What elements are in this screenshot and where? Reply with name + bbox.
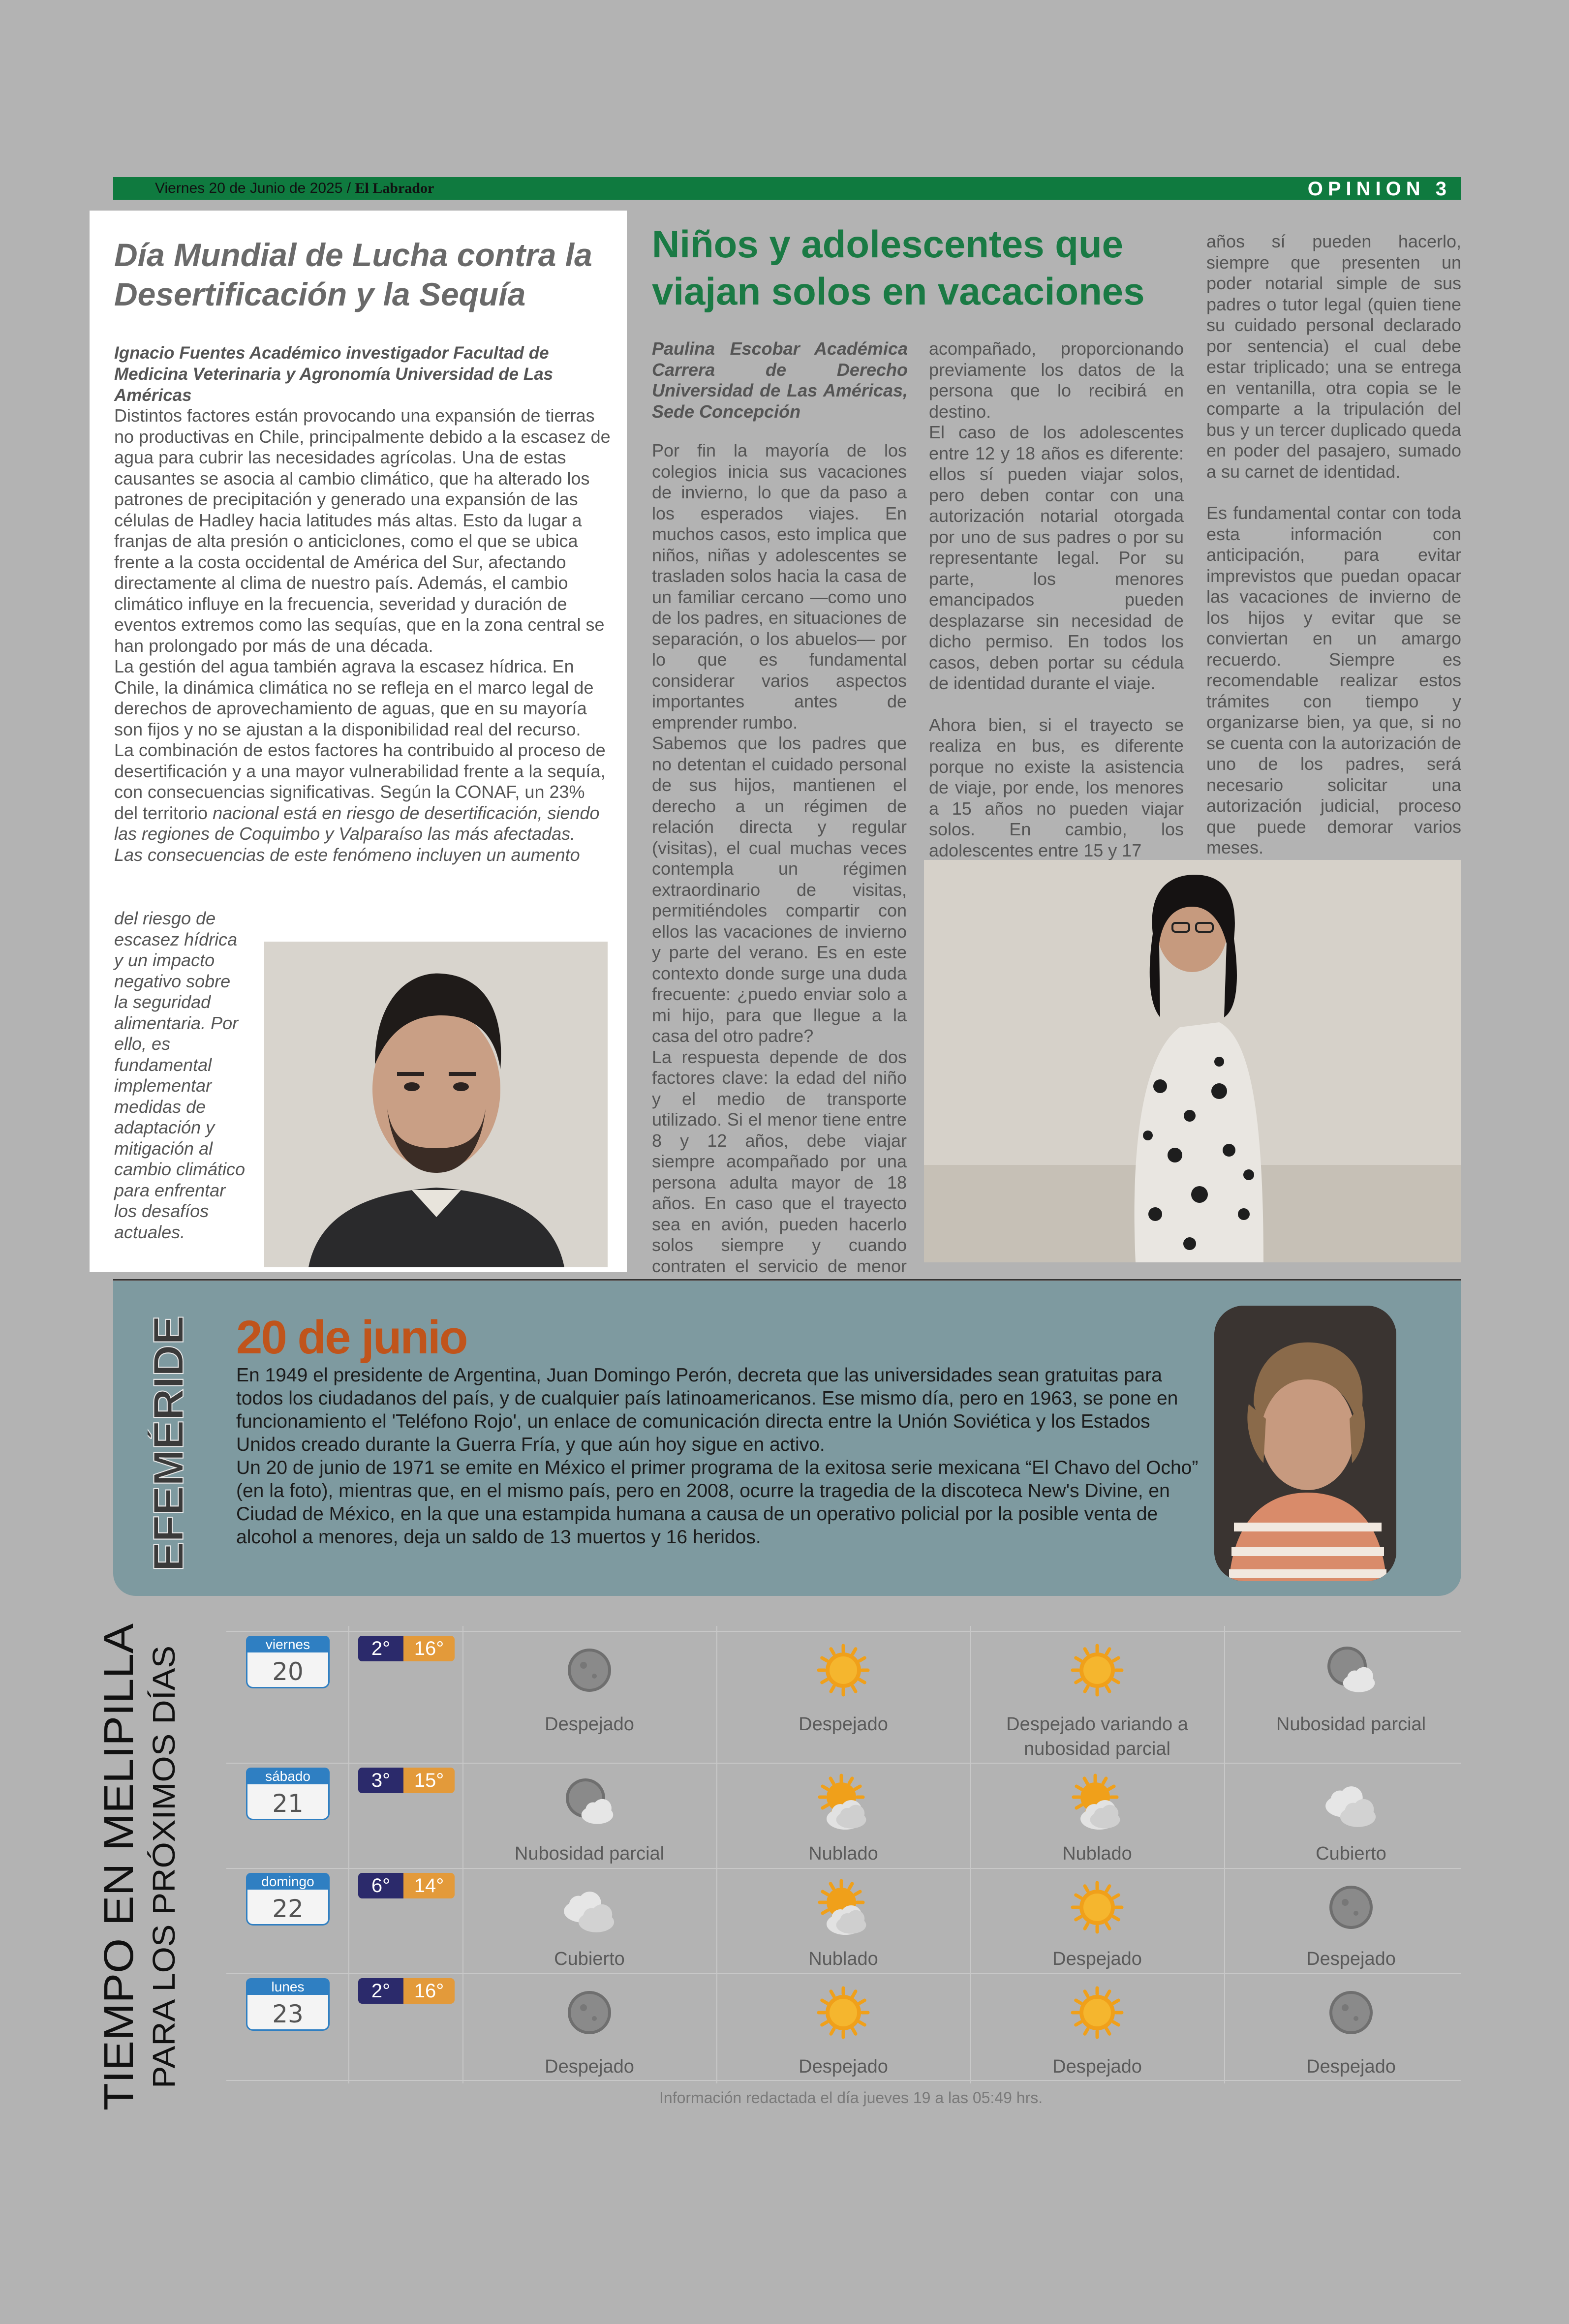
left-article: [90, 211, 627, 1272]
temperature-max: 16°: [403, 1978, 455, 2004]
weather-condition-label: Nublado: [808, 1843, 878, 1864]
weather-grid-line: [226, 1631, 1461, 1632]
calendar-day-number: 21: [272, 1789, 304, 1818]
efemeride-date: 20 de junio: [236, 1311, 467, 1364]
efemeride-vertical-label-container: [148, 1311, 192, 1576]
moon-cloud-icon: [560, 1773, 619, 1832]
weather-condition-label: Despejado variando a nubosidad parcial: [1006, 1714, 1188, 1759]
right-article-column-3: [1206, 231, 1461, 858]
col2-paragraph-1: acompañado, proporcionando previamente los datos de la persona que lo recibirá en destino.: [929, 338, 1184, 422]
temperature-min-max: [358, 1978, 455, 2004]
weather-condition-label: Despejado: [545, 1714, 634, 1735]
left-article-wrap-text: del riesgo de escasez hídrica y un impacto negativo sobre la seguridad alimentaria. Por ello, es fundamental implementar medidas de adaptación y mitigación al cambio climático para enfrentar los desafíos actuales.: [114, 908, 246, 1242]
temperature-min-max: [358, 1636, 455, 1661]
weather-title-line-1: TIEMPO EN MELIPILLA: [95, 1662, 142, 2110]
sun-cloud-icon: [1068, 1773, 1127, 1832]
header-newspaper-name: El Labrador: [355, 180, 434, 196]
cloud-icon: [1322, 1773, 1381, 1832]
calendar-day-number: 23: [272, 2000, 304, 2028]
moon-icon: [1322, 1983, 1381, 2042]
left-article-body: [114, 405, 611, 865]
weather-grid-line: [226, 1763, 1461, 1764]
weather-title-container: [89, 1619, 216, 2115]
temperature-min: 3°: [358, 1768, 403, 1793]
calendar-day-number: 22: [272, 1895, 304, 1923]
right-article-author: Paulina Escobar Académica Carrera de Derecho Universidad de Las Américas, Sede Concepción: [652, 338, 908, 422]
section-separator-line: [113, 1279, 1461, 1281]
weather-grid-line: [226, 1973, 1461, 1974]
col1-paragraph-1: Por fin la mayoría de los colegios inicia sus vacaciones de invierno, lo que da paso a los esperados viajes. En muchos casos, esto implica que niños, niñas y adolescentes se trasladen solos hacia la casa de un familiar cercano —como uno de los padres, en situaciones de separación, o los abuelos— por lo que es fundamental considerar varios aspectos importantes antes de emprender rumbo.: [652, 440, 907, 733]
weather-table: [226, 1626, 1461, 2083]
left-article-p3-italic: nacional está en riesgo de desertificación, siendo las regiones de Coquimbo y Valparaíso las más afectadas.: [114, 802, 600, 844]
page-header-bar: [113, 177, 1461, 200]
weather-grid-line: [716, 1626, 717, 2083]
calendar-day-name: lunes: [271, 1979, 305, 1994]
left-article-p4-full: Las consecuencias de este fenómeno incluyen un aumento: [114, 844, 580, 865]
weather-title-line-2: PARA LOS PRÓXIMOS DÍAS: [146, 1674, 182, 2088]
calendar-date-22: [246, 1873, 330, 1927]
calendar-day-name: viernes: [265, 1637, 310, 1652]
temperature-min: 6°: [358, 1873, 403, 1898]
calendar-date-20: [246, 1636, 330, 1690]
weather-condition-label: Despejado: [1052, 2056, 1142, 2077]
temperature-max: 15°: [403, 1768, 455, 1793]
sun-cloud-icon: [814, 1878, 873, 1937]
author-photo-man: [264, 942, 608, 1267]
weather-condition-label: Despejado: [1306, 1949, 1396, 1969]
weather-condition-label: Cubierto: [554, 1949, 625, 1969]
sun-cloud-icon: [814, 1773, 873, 1832]
header-date: Viernes 20 de Junio de 2025: [155, 180, 343, 196]
col3-paragraph-1: años sí pueden hacerlo, siempre que presenten un poder notarial simple de sus padres o tutor legal (quien tiene su cuidado personal declarado por sentencia) el cual debe estar triplicado; una se entrega en ventanilla, otra copia se le comparte a la tripulación del bus y un tercer duplicado queda en poder del pasajero, sumado a su carnet de identidad.: [1206, 231, 1461, 482]
author-photo-woman: [924, 860, 1461, 1262]
weather-condition-label: Despejado: [545, 2056, 634, 2077]
weather-condition-label: Nubosidad parcial: [514, 1843, 665, 1864]
left-article-paragraph-4: [114, 845, 611, 866]
header-date-line: [155, 180, 434, 197]
weather-condition-label: Despejado: [1306, 2056, 1396, 2077]
calendar-day-name: domingo: [261, 1874, 314, 1889]
moon-cloud-icon: [1322, 1641, 1381, 1700]
col1-paragraph-3: La respuesta depende de dos factores clave: la edad del niño y el medio de transporte utilizado. Si el menor tiene entre 8 y 12 años, debe viajar siempre acompañado por una persona adulta mayor de 18 años. En caso que el trayecto sea en avión, pueden hacerlo solos siempre y cuando contraten el servicio de menor: [652, 1046, 907, 1276]
right-article-column-1: [652, 440, 907, 1298]
efemeride-box: [113, 1281, 1461, 1596]
calendar-day-number: 20: [272, 1657, 304, 1686]
sun-icon: [814, 1983, 873, 2042]
temperature-min-max: [358, 1873, 455, 1898]
sun-icon: [1068, 1641, 1127, 1700]
weather-condition-label: Despejado: [799, 2056, 888, 2077]
header-separator: /: [342, 180, 355, 196]
weather-grid-line: [1224, 1626, 1225, 2083]
moon-icon: [560, 1641, 619, 1700]
col1-paragraph-2: Sabemos que los padres que no detentan el cuidado personal de sus hijos, mantienen el derecho a un régimen de relación directa y regular (visitas), el cual muchas veces contempla un régimen extraordinario de visitas, permitiéndoles compartir con ellos las vacaciones de invierno y parte del verano. Es en este contexto donde surge una duda frecuente: ¿puedo enviar solo a mi hijo, para que llegue a la casa del otro padre?: [652, 733, 907, 1046]
left-article-p3-normal: La combinación de estos factores ha contribuido al proceso de desertificación y a una mayor vulnerabilidad frente a la sequía, con consecuencias significativas. Según la CONAF, un 23% del territorio: [114, 740, 606, 823]
col3-paragraph-2: Es fundamental contar con toda esta información con anticipación, para evitar imprevistos que puedan opacar las vacaciones de invierno de los hijos y evitar que se conviertan en un amargo recuerdo. Siempre es recomendable realizar estos trámites con tiempo y organizarse bien, ya que, si no se cuenta con la autorización de uno de los padres, será necesario solicitar una autorización judicial, proceso que puede demorar varios meses.: [1206, 503, 1461, 857]
sun-icon: [1068, 1878, 1127, 1937]
header-section: OPINION 3: [1307, 178, 1451, 200]
calendar-day-name: sábado: [265, 1769, 310, 1784]
weather-note: Información redactada el día jueves 19 a las 05:49 hrs.: [659, 2089, 1043, 2107]
sun-icon: [814, 1641, 873, 1700]
efemeride-photo: [1214, 1306, 1396, 1581]
left-article-author: Ignacio Fuentes Académico investigador Facultad de Medicina Veterinaria y Agronomía Universidad de Las Américas: [114, 343, 554, 405]
calendar-date-23: [246, 1978, 330, 2032]
moon-icon: [560, 1983, 619, 2042]
left-article-paragraph-1: Distintos factores están provocando una expansión de tierras no productivas en Chile, principalmente debido a la escasez de agua para cubrir las necesidades agrícolas. Una de estas causantes se asocia al cambio climático, que ha alterado los patrones de precipitación y generado una expansión de las células de Hadley hacia latitudes más altas. Esto da lugar a franjas de alta presión o anticiclones, como el que se ubica frente a la costa occidental de América del Sur, afectando directamente al clima de nuestro país. Además, el cambio climático influye en la frecuencia, severidad y duración de eventos extremos como las sequías, que en la zona central se han prolongado por más de una década.: [114, 405, 611, 656]
weather-grid-line: [462, 1626, 463, 2083]
weather-grid-line: [226, 2080, 1461, 2081]
left-article-paragraph-2: La gestión del agua también agrava la escasez hídrica. En Chile, la dinámica climática no se refleja en el marco legal de derechos de aprovechamiento de aguas, que en su mayoría son fijos y no se ajustan a la disponibilidad real del recurso.: [114, 656, 594, 739]
weather-grid-line: [348, 1626, 349, 2083]
weather-condition-label: Cubierto: [1316, 1843, 1386, 1864]
weather-grid-line: [226, 1868, 1461, 1869]
temperature-max: 14°: [403, 1873, 455, 1898]
efemeride-paragraph-1: En 1949 el presidente de Argentina, Juan Domingo Perón, decreta que las universidades sean gratuitas para todos los ciudadanos del país, y de cualquier país latinoamericanos. Ese mismo día, pero en 1963, se pone en funcionamiento el 'Teléfono Rojo', un enlace de comunicación directa entre la Unión Soviética y los Estados Unidos creado durante la Guerra Fría, y que aún hoy sigue en activo.: [236, 1365, 1178, 1455]
weather-condition-label: Nublado: [808, 1949, 878, 1969]
sun-icon: [1068, 1983, 1127, 2042]
weather-condition-label: Despejado: [1052, 1949, 1142, 1969]
cloud-icon: [560, 1878, 619, 1937]
calendar-date-21: [246, 1768, 330, 1822]
efemeride-text: [236, 1364, 1200, 1549]
weather-grid-line: [970, 1626, 971, 2083]
left-article-title: Día Mundial de Lucha contra la Desertificación y la Sequía: [114, 237, 592, 312]
temperature-min-max: [358, 1768, 455, 1793]
temperature-min: 2°: [358, 1978, 403, 2004]
col2-paragraph-3: Ahora bien, si el trayecto se realiza en bus, es diferente porque no existe la asistencia de viaje, por ende, los menores a 15 años no pueden viajar solos. En cambio, los adolescentes entre 15 y 17: [929, 714, 1184, 860]
right-article-title: Niños y adolescentes que viajan solos en vacaciones: [652, 222, 1145, 313]
moon-icon: [1322, 1878, 1381, 1937]
efemeride-paragraph-2: Un 20 de junio de 1971 se emite en México el primer programa de la exitosa serie mexicana “El Chavo del Ocho” (en la foto), mientras que, en el mismo país, pero en 2008, ocurre la tragedia de la discoteca New's Divine, en Ciudad de México, en la que una estampida humana a causa de un operativo policial por la posible venta de alcohol a menores, deja un saldo de 13 muertos y 16 heridos.: [236, 1457, 1199, 1548]
weather-condition-label: Despejado: [799, 1714, 888, 1735]
right-article-column-2: [929, 338, 1184, 861]
weather-condition-label: Nublado: [1062, 1843, 1132, 1864]
weather-condition-label: Nubosidad parcial: [1276, 1714, 1426, 1735]
left-article-paragraph-3: [114, 740, 611, 845]
temperature-max: 16°: [403, 1636, 455, 1661]
temperature-min: 2°: [358, 1636, 403, 1661]
col2-paragraph-2: El caso de los adolescentes entre 12 y 18 años es diferente: ellos sí pueden viajar solos, pero deben contar con una autorización notarial otorgada por uno de sus padres o por su representante legal. Por su parte, los menores emancipados pueden desplazarse sin necesidad de dicho permiso. En todos los casos, deben portar su cédula de identidad durante el viaje.: [929, 422, 1184, 693]
efemeride-vertical-label: EFEMÉRIDE: [148, 1324, 192, 1571]
